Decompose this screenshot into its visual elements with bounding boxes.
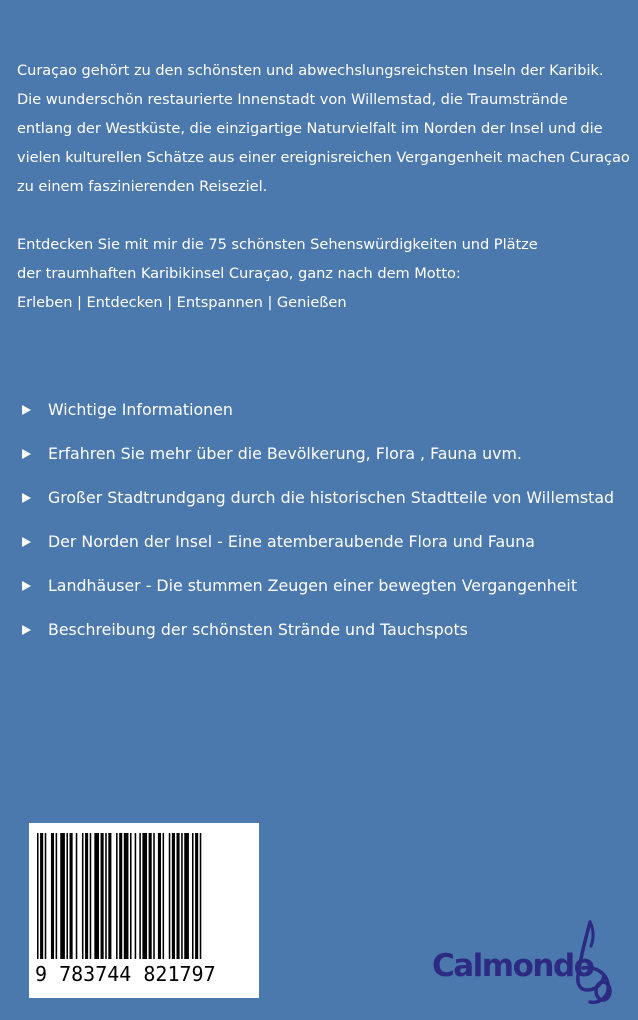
publisher-logo — [432, 918, 622, 1008]
feature-label: Der Norden der Insel - Eine atemberaubende Flora und Fauna — [48, 532, 535, 551]
triangle-right-icon — [22, 405, 31, 415]
triangle-right-icon — [22, 449, 31, 459]
triangle-right-icon — [22, 581, 31, 591]
feature-item — [22, 395, 632, 439]
motto-line: Erleben | Entdecken | Entspannen | Genießen — [17, 294, 347, 311]
intro-paragraph-1 — [17, 56, 629, 201]
triangle-right-icon — [22, 493, 31, 503]
intro-line: Die wunderschön restaurierte Innenstadt von Willemstad, die Traumstrände — [17, 91, 568, 108]
isbn-barcode — [29, 823, 259, 998]
triangle-right-icon — [22, 625, 31, 635]
isbn-digits: 9 783744 821797 — [35, 962, 216, 986]
intro-line: der traumhaften Karibikinsel Curaçao, ganz nach dem Motto: — [17, 265, 461, 282]
feature-item — [22, 571, 632, 615]
feature-label: Beschreibung der schönsten Strände und Tauchspots — [48, 620, 468, 639]
feature-item — [22, 483, 632, 527]
intro-paragraph-2 — [17, 230, 629, 317]
intro-line: zu einem faszinierenden Reiseziel. — [17, 178, 268, 195]
triangle-right-icon — [22, 537, 31, 547]
intro-line: vielen kulturellen Schätze aus einer ereignisreichen Vergangenheit machen Curaçao — [17, 149, 630, 166]
feature-label: Wichtige Informationen — [48, 400, 233, 419]
feature-label: Großer Stadtrundgang durch die historischen Stadtteile von Willemstad — [48, 488, 615, 507]
feature-label: Landhäuser - Die stummen Zeugen einer bewegten Vergangenheit — [48, 576, 578, 595]
feature-item — [22, 439, 632, 483]
intro-text — [17, 56, 629, 317]
feature-label: Erfahren Sie mehr über die Bevölkerung, Flora , Fauna uvm. — [48, 444, 522, 463]
feature-list — [22, 395, 632, 659]
intro-line: entlang der Westküste, die einzigartige Naturvielfalt im Norden der Insel und die — [17, 120, 603, 137]
publisher-name: Calmondo — [432, 948, 594, 984]
feature-item — [22, 527, 632, 571]
feature-item — [22, 615, 632, 659]
intro-line: Entdecken Sie mit mir die 75 schönsten Sehenswürdigkeiten und Plätze — [17, 236, 538, 253]
intro-line: Curaçao gehört zu den schönsten und abwechslungsreichsten Inseln der Karibik. — [17, 62, 604, 79]
